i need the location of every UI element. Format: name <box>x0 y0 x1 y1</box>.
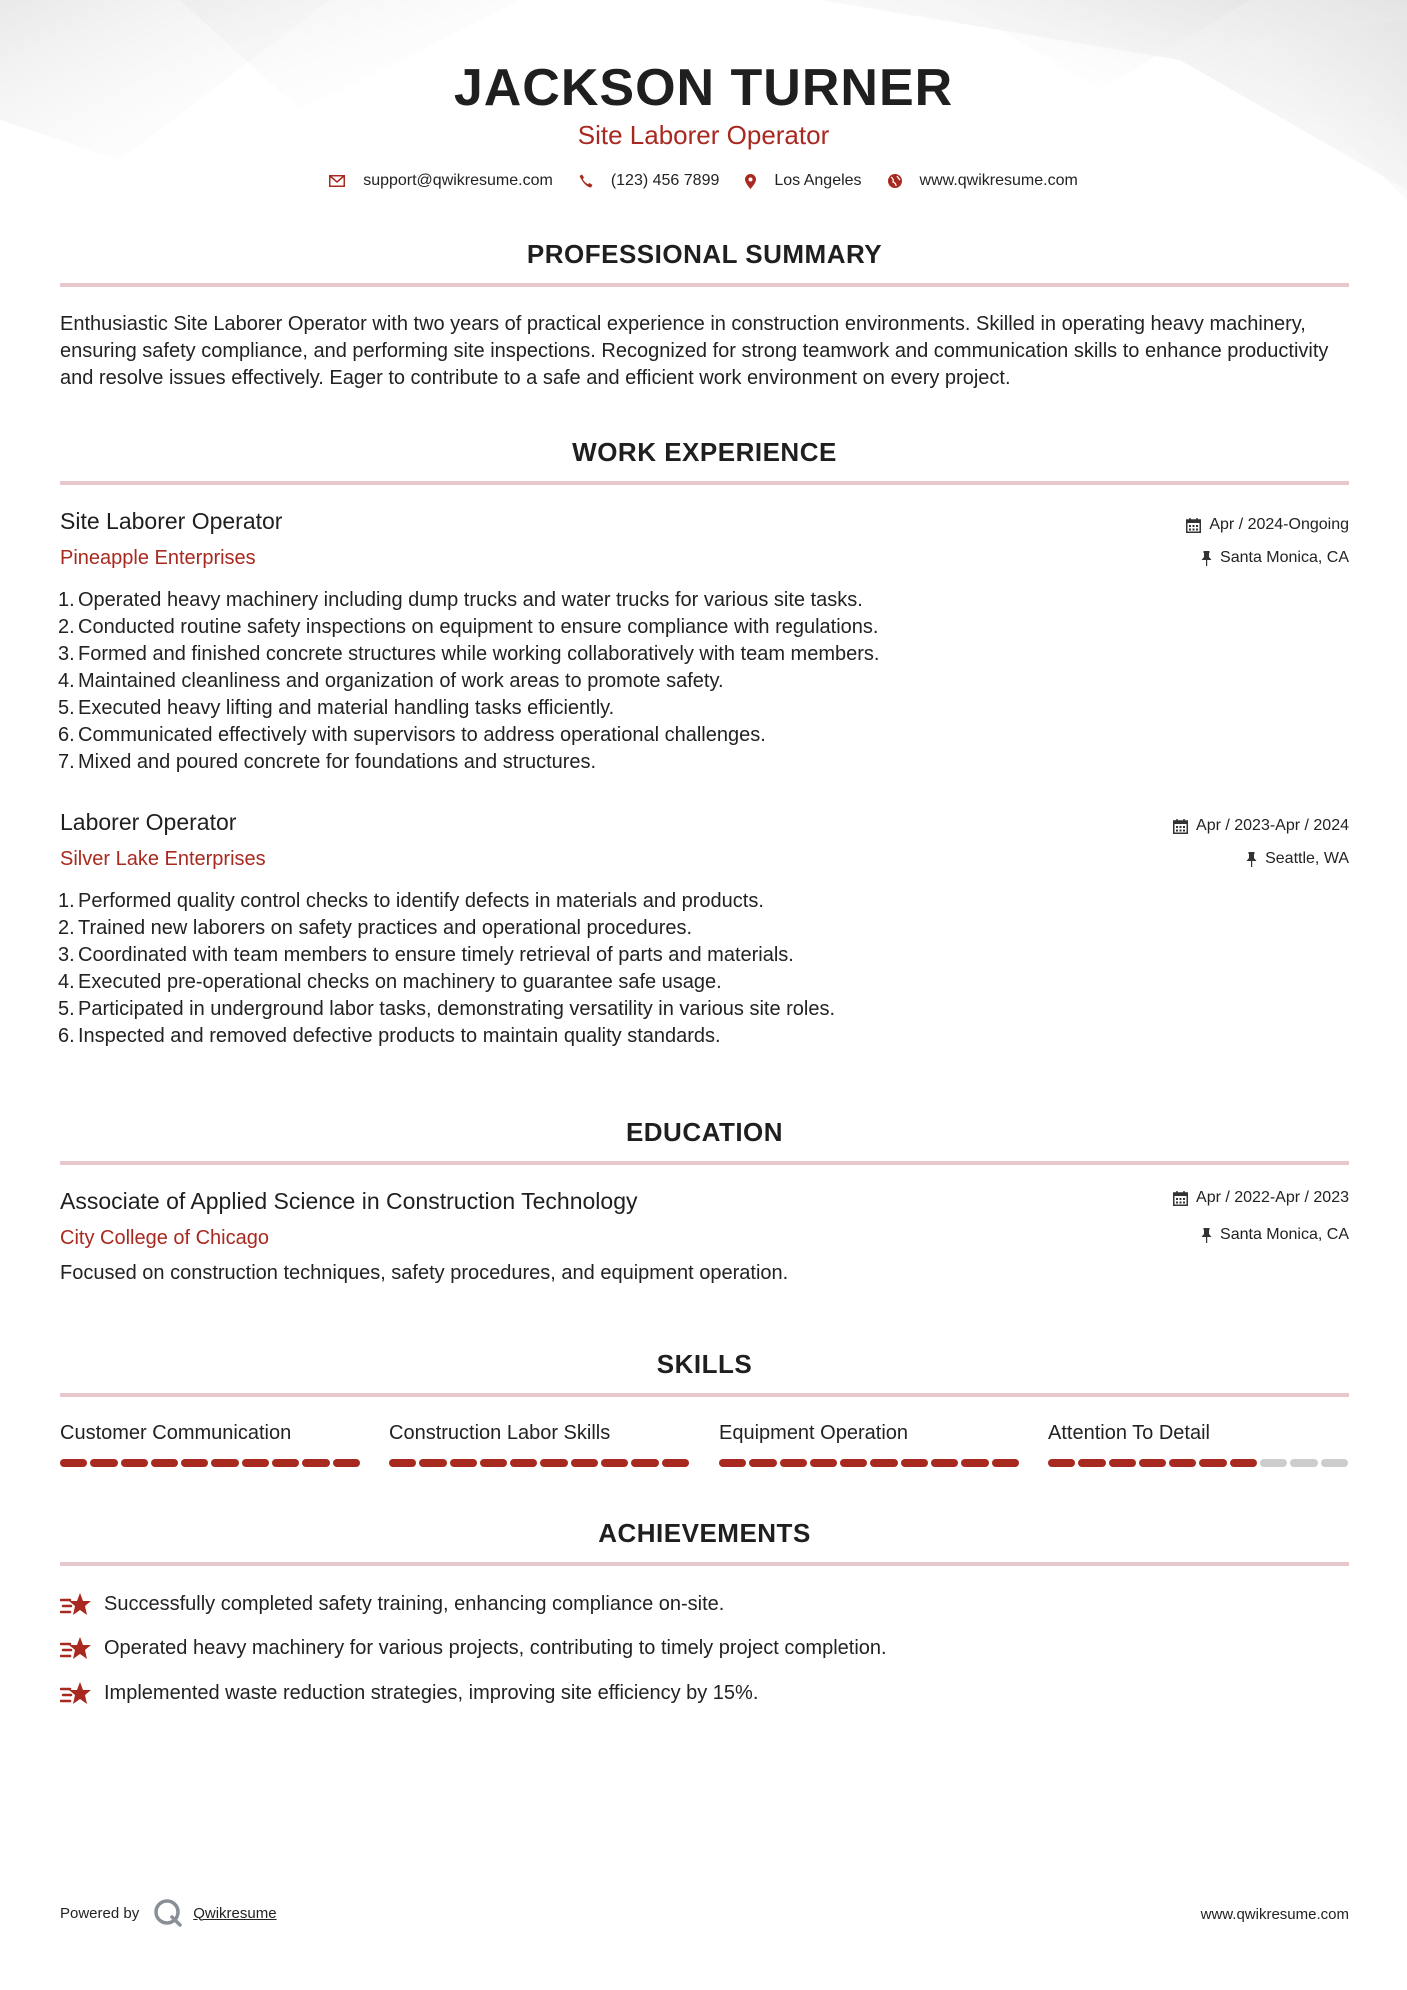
skill-level-segment <box>272 1459 299 1467</box>
contact-location: Los Angeles <box>745 172 861 190</box>
skill-name: Customer Communication <box>60 1422 292 1444</box>
skill-level-segment <box>121 1459 148 1467</box>
footer-powered-by: Powered by Qwikresume <box>60 1898 277 1928</box>
skill-level-segment <box>662 1459 689 1467</box>
skill-level-segment <box>1321 1459 1348 1467</box>
summary-heading: PROFESSIONAL SUMMARY <box>526 239 883 269</box>
skill-level-bar <box>60 1459 360 1467</box>
skills-heading: SKILLS <box>656 1349 753 1379</box>
skill-level-segment <box>780 1459 807 1467</box>
pushpin-icon <box>1201 551 1212 566</box>
skill-level-segment <box>601 1459 628 1467</box>
calendar-icon <box>1173 1191 1188 1206</box>
skill-name: Equipment Operation <box>719 1422 909 1444</box>
skill-level-segment <box>992 1459 1019 1467</box>
list-item: 2. Trained new laborers on safety practices and operational procedures. <box>58 917 693 939</box>
degree-title: Associate of Applied Science in Construction Technology <box>60 1188 638 1214</box>
job-company: Silver Lake Enterprises <box>60 848 266 870</box>
globe-icon <box>888 174 902 188</box>
skill-level-segment <box>749 1459 776 1467</box>
skill-level-segment <box>901 1459 928 1467</box>
skill-level-segment <box>60 1459 87 1467</box>
list-item: 2. Conducted routine safety inspections on equipment to ensure compliance with regulations. <box>58 616 879 638</box>
contact-phone[interactable]: (123) 456 7899 <box>579 172 720 190</box>
qwikresume-logo-icon <box>153 1898 183 1928</box>
school-name: City College of Chicago <box>60 1227 269 1249</box>
education-heading: EDUCATION <box>625 1117 784 1147</box>
pushpin-icon <box>1201 1228 1212 1243</box>
skill-item <box>719 1422 1019 1467</box>
skill-level-segment <box>302 1459 329 1467</box>
skill-level-segment <box>1169 1459 1196 1467</box>
skill-level-segment <box>389 1459 416 1467</box>
skill-level-segment <box>931 1459 958 1467</box>
list-item: 6. Communicated effectively with supervisors to address operational challenges. <box>58 724 766 746</box>
skill-level-segment <box>870 1459 897 1467</box>
achievement-item: Successfully completed safety training, enhancing compliance on-site. <box>60 1591 724 1617</box>
list-item: 4. Executed pre-operational checks on machinery to guarantee safe usage. <box>58 971 722 993</box>
list-item: 5. Participated in underground labor tasks, demonstrating versatility in various site roles. <box>58 998 836 1020</box>
map-pin-icon <box>745 174 756 189</box>
list-item: 1. Operated heavy machinery including dump trucks and water trucks for various site tasks. <box>58 589 863 611</box>
skill-level-segment <box>1199 1459 1226 1467</box>
skill-name: Construction Labor Skills <box>389 1422 611 1444</box>
job-responsibilities <box>58 587 1338 776</box>
candidate-title: Site Laborer Operator <box>577 120 830 150</box>
section-divider <box>60 1161 1349 1165</box>
list-item: 6. Inspected and removed defective products to maintain quality standards. <box>58 1025 721 1047</box>
candidate-name: JACKSON TURNER <box>453 59 954 117</box>
job-location: Santa Monica, CA <box>1201 549 1349 567</box>
skill-level-segment <box>480 1459 507 1467</box>
skill-level-segment <box>961 1459 988 1467</box>
skill-level-segment <box>1290 1459 1317 1467</box>
skill-level-bar <box>389 1459 689 1467</box>
skill-level-segment <box>540 1459 567 1467</box>
phone-icon <box>579 174 593 188</box>
list-item: 3. Coordinated with team members to ensure timely retrieval of parts and materials. <box>58 944 794 966</box>
achievements-heading: ACHIEVEMENTS <box>598 1518 811 1548</box>
skill-name: Attention To Detail <box>1048 1422 1210 1444</box>
skill-level-segment <box>1048 1459 1075 1467</box>
footer-website[interactable]: www.qwikresume.com <box>1200 1906 1349 1923</box>
skill-level-segment <box>840 1459 867 1467</box>
list-item: 5. Executed heavy lifting and material handling tasks efficiently. <box>58 697 615 719</box>
job-dates: Apr / 2023-Apr / 2024 <box>1173 817 1349 835</box>
skill-level-segment <box>450 1459 477 1467</box>
skill-level-segment <box>1078 1459 1105 1467</box>
skill-level-segment <box>242 1459 269 1467</box>
skill-item <box>1048 1422 1348 1467</box>
skill-level-segment <box>211 1459 238 1467</box>
job-dates: Apr / 2024-Ongoing <box>1186 516 1349 534</box>
list-item: 3. Formed and finished concrete structures while working collaboratively with team members. <box>58 643 880 665</box>
skill-level-segment <box>90 1459 117 1467</box>
skill-level-segment <box>181 1459 208 1467</box>
job-responsibilities <box>58 888 1338 1050</box>
shooting-star-icon <box>60 1635 92 1661</box>
shooting-star-icon <box>60 1680 92 1706</box>
job-title: Site Laborer Operator <box>60 508 283 534</box>
list-item: 7. Mixed and poured concrete for foundations and structures. <box>58 751 597 773</box>
contact-bar <box>0 172 1407 190</box>
contact-website[interactable]: www.qwikresume.com <box>888 172 1078 190</box>
skill-level-segment <box>1260 1459 1287 1467</box>
calendar-icon <box>1186 518 1201 533</box>
calendar-icon <box>1173 819 1188 834</box>
qwikresume-link[interactable]: Qwikresume <box>193 1904 277 1922</box>
skill-level-segment <box>151 1459 178 1467</box>
envelope-icon <box>329 175 345 187</box>
skill-item <box>60 1422 360 1467</box>
skill-level-bar <box>1048 1459 1348 1467</box>
section-divider <box>60 1393 1349 1397</box>
education-location: Santa Monica, CA <box>1201 1226 1349 1244</box>
skill-level-segment <box>719 1459 746 1467</box>
skill-level-segment <box>419 1459 446 1467</box>
shooting-star-icon <box>60 1591 92 1617</box>
pushpin-icon <box>1246 852 1257 867</box>
job-company: Pineapple Enterprises <box>60 547 256 569</box>
skill-level-segment <box>631 1459 658 1467</box>
skill-level-segment <box>333 1459 360 1467</box>
summary-text: Enthusiastic Site Laborer Operator with two years of practical experience in construction environments. Skilled in operating heavy machinery, ensuring safety compliance, and performing site inspections. Recognized for strong teamwork and communication skills to enhance productivity and resolve issues effectively. Eager to contribute to a safe and efficient work environment on every project. <box>60 313 1329 389</box>
skill-level-bar <box>719 1459 1019 1467</box>
education-dates: Apr / 2022-Apr / 2023 <box>1173 1189 1349 1207</box>
skill-level-segment <box>810 1459 837 1467</box>
experience-heading: WORK EXPERIENCE <box>572 437 837 467</box>
job-location: Seattle, WA <box>1246 850 1349 868</box>
section-divider <box>60 1562 1349 1566</box>
section-divider <box>60 283 1349 287</box>
skill-level-segment <box>510 1459 537 1467</box>
list-item: 1. Performed quality control checks to identify defects in materials and products. <box>58 890 764 912</box>
contact-email[interactable]: support@qwikresume.com <box>329 172 553 190</box>
achievement-item: Operated heavy machinery for various projects, contributing to timely project completion. <box>60 1635 887 1661</box>
education-description: Focused on construction techniques, safety procedures, and equipment operation. <box>60 1262 789 1284</box>
section-divider <box>60 481 1349 485</box>
skill-level-segment <box>1109 1459 1136 1467</box>
job-title: Laborer Operator <box>60 809 237 835</box>
achievement-item: Implemented waste reduction strategies, improving site efficiency by 15%. <box>60 1680 758 1706</box>
list-item: 4. Maintained cleanliness and organization of work areas to promote safety. <box>58 670 724 692</box>
skill-level-segment <box>1139 1459 1166 1467</box>
skill-item <box>389 1422 689 1467</box>
skill-level-segment <box>571 1459 598 1467</box>
skill-level-segment <box>1230 1459 1257 1467</box>
